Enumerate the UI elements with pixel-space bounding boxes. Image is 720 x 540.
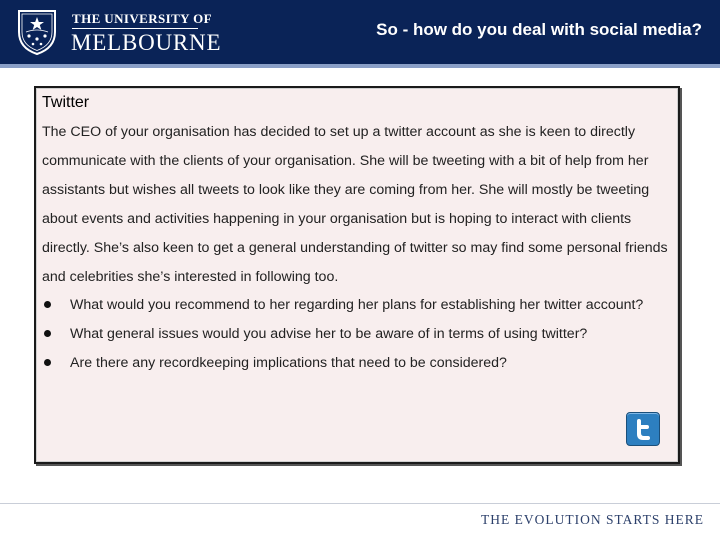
- slide-title: So - how do you deal with social media?: [376, 20, 702, 39]
- question-item: [42, 291, 662, 320]
- footer-divider: [0, 503, 720, 504]
- question-text: What would you recommend to her regarding her plans for establishing her twitter account?: [70, 297, 644, 313]
- header-divider: [0, 64, 720, 68]
- logo-text-university-of: THE UNIVERSITY OF: [72, 11, 212, 26]
- logo-divider: [72, 28, 198, 29]
- logo-text-melbourne: MELBOURNE: [71, 30, 222, 55]
- scenario-paragraph: The CEO of your organisation has decided to set up a twitter account as she is keen to directly communicate with the clients of your organisation. She will be tweeting with a bit of help from her assistants but wishes all tweets to look like they are coming from her. She will mostly be tweeting about events and activities happening in your organisation but is hoping to interact with clients directly. She’s also keen to get a general understanding of twitter so may find some personal friends and celebrities she’s interested in following too.: [42, 124, 668, 285]
- question-text: What general issues would you advise her to be aware of in terms of using twitter?: [70, 326, 588, 342]
- question-item: [42, 349, 662, 378]
- header-bar: [0, 0, 720, 64]
- university-logo: [14, 8, 222, 56]
- bullet-icon: [44, 301, 51, 308]
- bullet-icon: [44, 330, 51, 337]
- scenario-heading: Twitter: [42, 94, 90, 111]
- question-item: [42, 320, 662, 349]
- twitter-icon: [627, 413, 659, 445]
- footer-tagline: THE EVOLUTION STARTS HERE: [481, 512, 704, 527]
- twitter-link-button[interactable]: [626, 412, 660, 446]
- university-crest-icon: [14, 8, 60, 56]
- question-text: Are there any recordkeeping implications that need to be considered?: [70, 355, 507, 371]
- question-list: [42, 291, 662, 378]
- scenario-box: [34, 86, 680, 464]
- bullet-icon: [44, 359, 51, 366]
